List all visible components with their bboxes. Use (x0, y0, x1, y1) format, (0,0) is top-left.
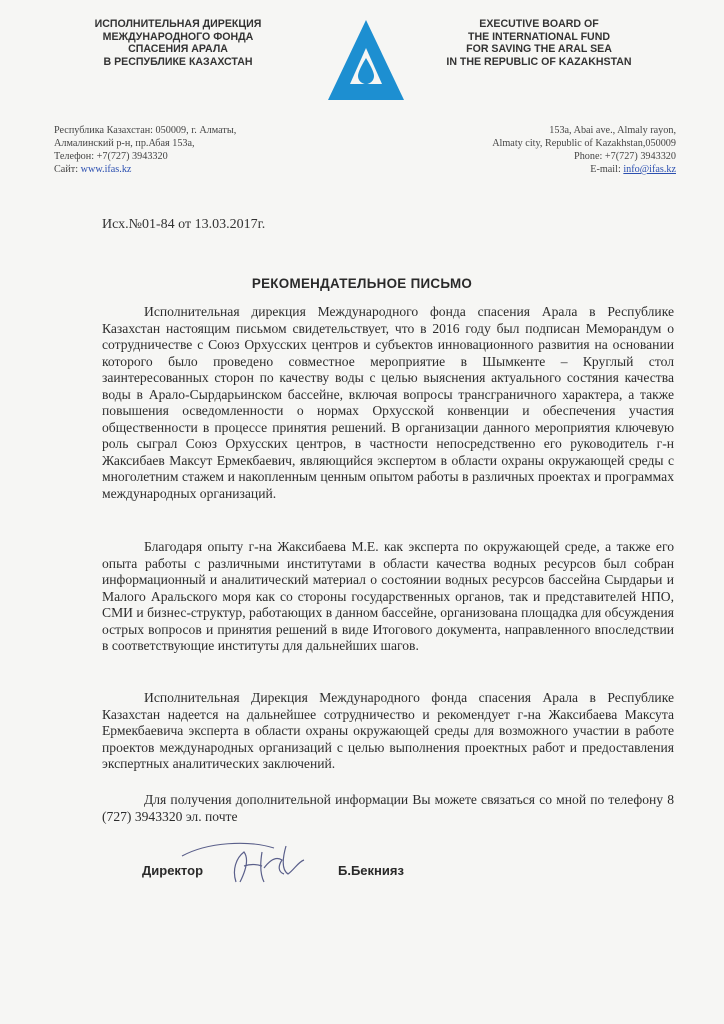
header-ru-line: СПАСЕНИЯ АРАЛА (128, 43, 228, 56)
ifas-logo-icon (326, 18, 406, 102)
handwritten-signature (178, 830, 328, 886)
paragraph: Исполнительная дирекция Международного фонда спасения Арала в Республике Казахстан настоящим письмом свидетельствует, что в 2016 году был подписан Меморандум о сотрудничестве с Союз Орхусских центров и субъектов инновационного развития на основании которого было проведено совместное мероприятие в Шымкенте – Круглый стол заинтересованных сторон по качеству воды с целью выяснения актуального состяния качества воды в Арало-Сырдарьинском бассейне, включая вопросы трансграничного характера, а также повышения осведомленности о нормах Орхусской конвенции и обеспечения участия общественности в процессе принятия решений. В организации данного мероприятия ключевую роль сыграл Союз Орхусских центров, в частности непосредственно его руководитель г-н Жаксибаев Максут Ермекбаевич, являющийся экспертом в области охраны окружающей среды с многолетним стажем и накопленным ценным опытом работы в различных проектах и программах международных организаций. (102, 304, 674, 501)
header-russian (78, 18, 278, 68)
email-line (400, 163, 676, 176)
address-line: 153a, Abai ave., Almaly rayon, (549, 125, 676, 136)
header-english (430, 18, 648, 68)
letter-title: РЕКОМЕНДАТЕЛЬНОЕ ПИСЬМО (251, 276, 473, 291)
address-english (400, 124, 676, 176)
address-line: Almaty city, Republic of Kazakhstan,050009 (492, 138, 676, 149)
email-label: E-mail: (590, 164, 624, 175)
header-en-line: IN THE REPUBLIC OF KAZAKHSTAN (446, 55, 632, 68)
header-en-line: EXECUTIVE BOARD OF (479, 18, 599, 30)
header-ru-line: В РЕСПУБЛИКЕ КАЗАХСТАН (103, 55, 253, 68)
signatory-title: Директор (142, 863, 204, 878)
header-ru-line: ИСПОЛНИТЕЛЬНАЯ ДИРЕКЦИЯ (94, 18, 262, 30)
paragraph: Благодаря опыту г-на Жаксибаева М.Е. как эксперта по окружающей среде, а также его опыта работы с различными институтами в области качества водных ресурсов был собран информационный и аналитический материал о состоянии водных ресурсов бассейна Сырдарьи и Малого Аральского моря как со стороны государственных органов, так и представителей НПО, СМИ и бизнес-структур, работающих в данном бассейне, организована площадка для обсуждения острых вопросов и принятия решений в виде Итогового документа, направленного впоследствии в соответствующие институты для дальнейших шагов. (102, 539, 674, 653)
address-line: Алмалинский р-н, пр.Абая 153а, (54, 138, 195, 149)
signatory-name: Б.Бекнияз (338, 863, 404, 878)
address-line: Республика Казахстан: 050009, г. Алматы, (54, 125, 237, 136)
header-en-line: FOR SAVING THE ARAL SEA (466, 43, 612, 56)
website-link[interactable]: www.ifas.kz (80, 164, 132, 175)
header-en-line: THE INTERNATIONAL FUND (467, 30, 611, 43)
paragraph: Для получения дополнительной информации Вы можете связаться со мной по телефону 8 (727) 3943320 эл. почте (102, 792, 674, 824)
outgoing-number: Исх.№01-84 от 13.03.2017г. (102, 217, 266, 232)
site-line (54, 163, 294, 176)
phone-line: Phone: +7(727) 3943320 (574, 151, 676, 162)
email-link[interactable]: info@ifas.kz (623, 164, 676, 175)
address-russian (54, 124, 294, 176)
site-label: Сайт: (54, 164, 81, 175)
header-ru-line: МЕЖДУНАРОДНОГО ФОНДА (102, 30, 254, 43)
paragraph: Исполнительная Дирекция Международного фонда спасения Арала в Республике Казахстан надеется на дальнейшее сотрудничество и рекомендует г-на Жаксибаева Максута Ермекбаевича эксперта в области охраны окружающей среды для возможного участии в работе проектов международных организаций с целью выполнения проектных работ и предоставления экспертных аналитических заключений. (102, 690, 674, 771)
phone-line: Телефон: +7(727) 3943320 (54, 151, 168, 162)
